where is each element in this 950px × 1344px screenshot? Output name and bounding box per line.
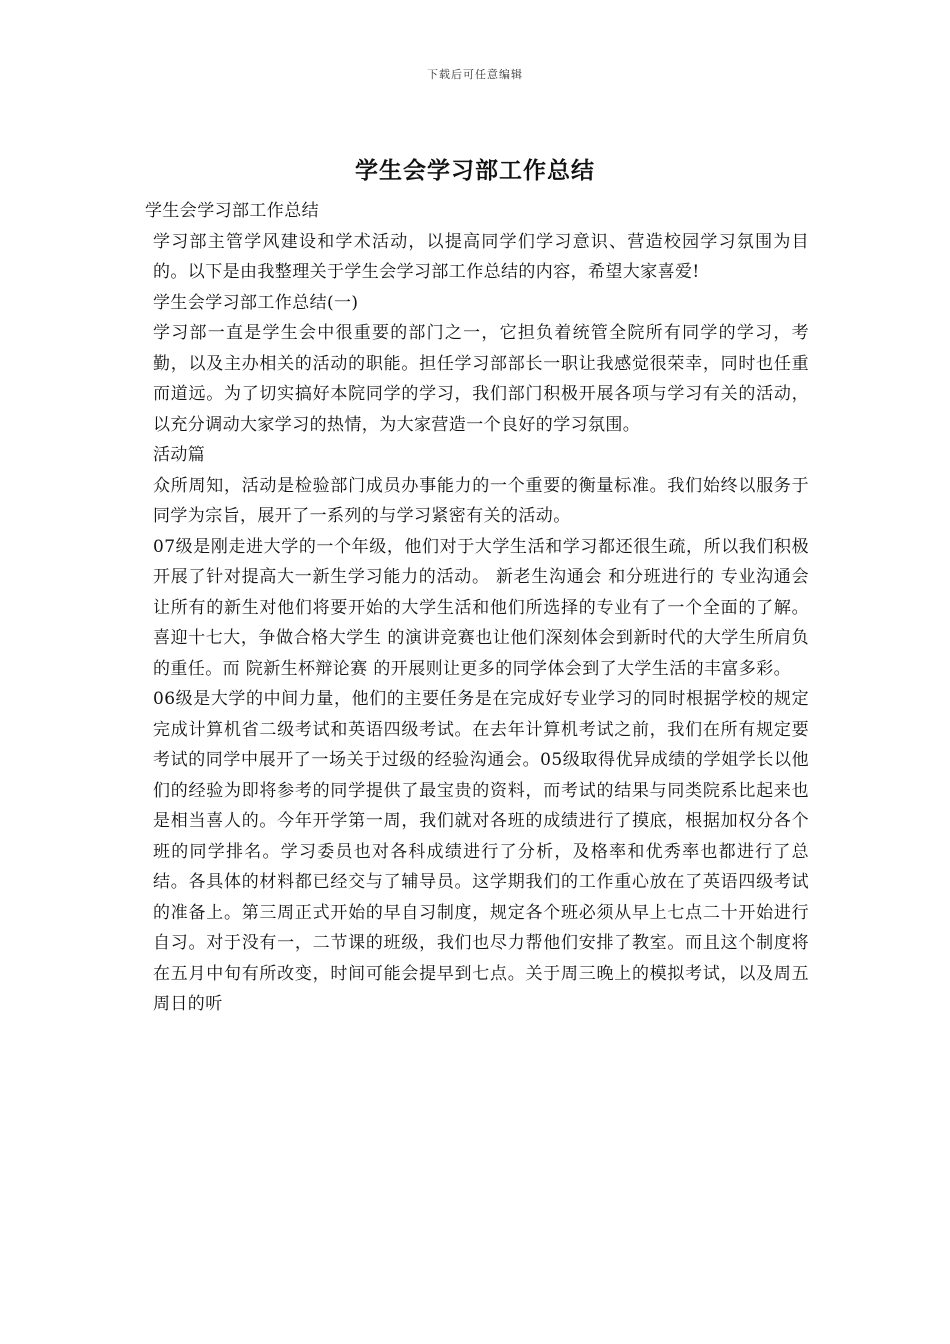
body-paragraph: 众所周知，活动是检验部门成员办事能力的一个重要的衡量标准。我们始终以服务于同学为宗旨，展开了一系列的与学习紧密有关的活动。 (153, 475, 809, 526)
body-paragraph: 学习部一直是学生会中很重要的部门之一，它担负着统管全院所有同学的学习，考勤，以及主办相关的活动的职能。担任学习部部长一职让我感觉很荣幸，同时也任重而道远。为了切实搞好本院同学的学习，我们部门积极开展各项与学习有关的活动，以充分调动大家学习的热情，为大家营造一个良好的学习氛围。 (153, 323, 809, 435)
body-paragraph: 学习部主管学风建设和学术活动，以提高同学们学习意识、营造校园学习氛围为目的。以下是由我整理关于学生会学习部工作总结的内容，希望大家喜爱! (153, 231, 809, 282)
body-paragraph: 学生会学习部工作总结 (145, 201, 319, 221)
section-heading: 活动篇 (153, 445, 206, 465)
section-heading: 学生会学习部工作总结(一) (153, 292, 359, 313)
page-header-note: 下载后可任意编辑 (427, 68, 523, 81)
document-title: 学生会学习部工作总结 (355, 158, 595, 184)
document-body (145, 196, 809, 1020)
body-paragraph: 07级是刚走进大学的一个年级，他们对于大学生活和学习都还很生疏，所以我们积极开展了针对提高大一新生学习能力的活动。 新老生沟通会 和分班进行的 专业沟通会 让所有的新生对他们将要开始的大学生活和他们所选择的专业有了一个全面的了解。 喜迎十七大，争做合格大学生 的演讲竞赛也让他们深刻体会到新时代的大学生所肩负的重任。而 院新生杯辩论赛 的开展则让更多的同学体会到了大学生活的丰富多彩。 (153, 536, 809, 679)
body-paragraph: 06级是大学的中间力量，他们的主要任务是在完成好专业学习的同时根据学校的规定完成计算机省二级考试和英语四级考试。在去年计算机考试之前，我们在所有规定要考试的同学中展开了一场关于过级的经验沟通会。05级取得优异成绩的学姐学长以他们的经验为即将参考的同学提供了最宝贵的资料，而考试的结果与同类院系比起来也是相当喜人的。今年开学第一周，我们就对各班的成绩进行了摸底，根据加权分各个班的同学排名。学习委员也对各科成绩进行了分析，及格率和优秀率也都进行了总结。各具体的材料都已经交与了辅导员。这学期我们的工作重心放在了英语四级考试的准备上。第三周正式开始的早自习制度，规定各个班必须从早上七点二十开始进行自习。对于没有一，二节课的班级，我们也尽力帮他们安排了教室。而且这个制度将在五月中旬有所改变，时间可能会提早到七点。关于周三晚上的模拟考试，以及周五周日的听 (153, 689, 809, 1014)
